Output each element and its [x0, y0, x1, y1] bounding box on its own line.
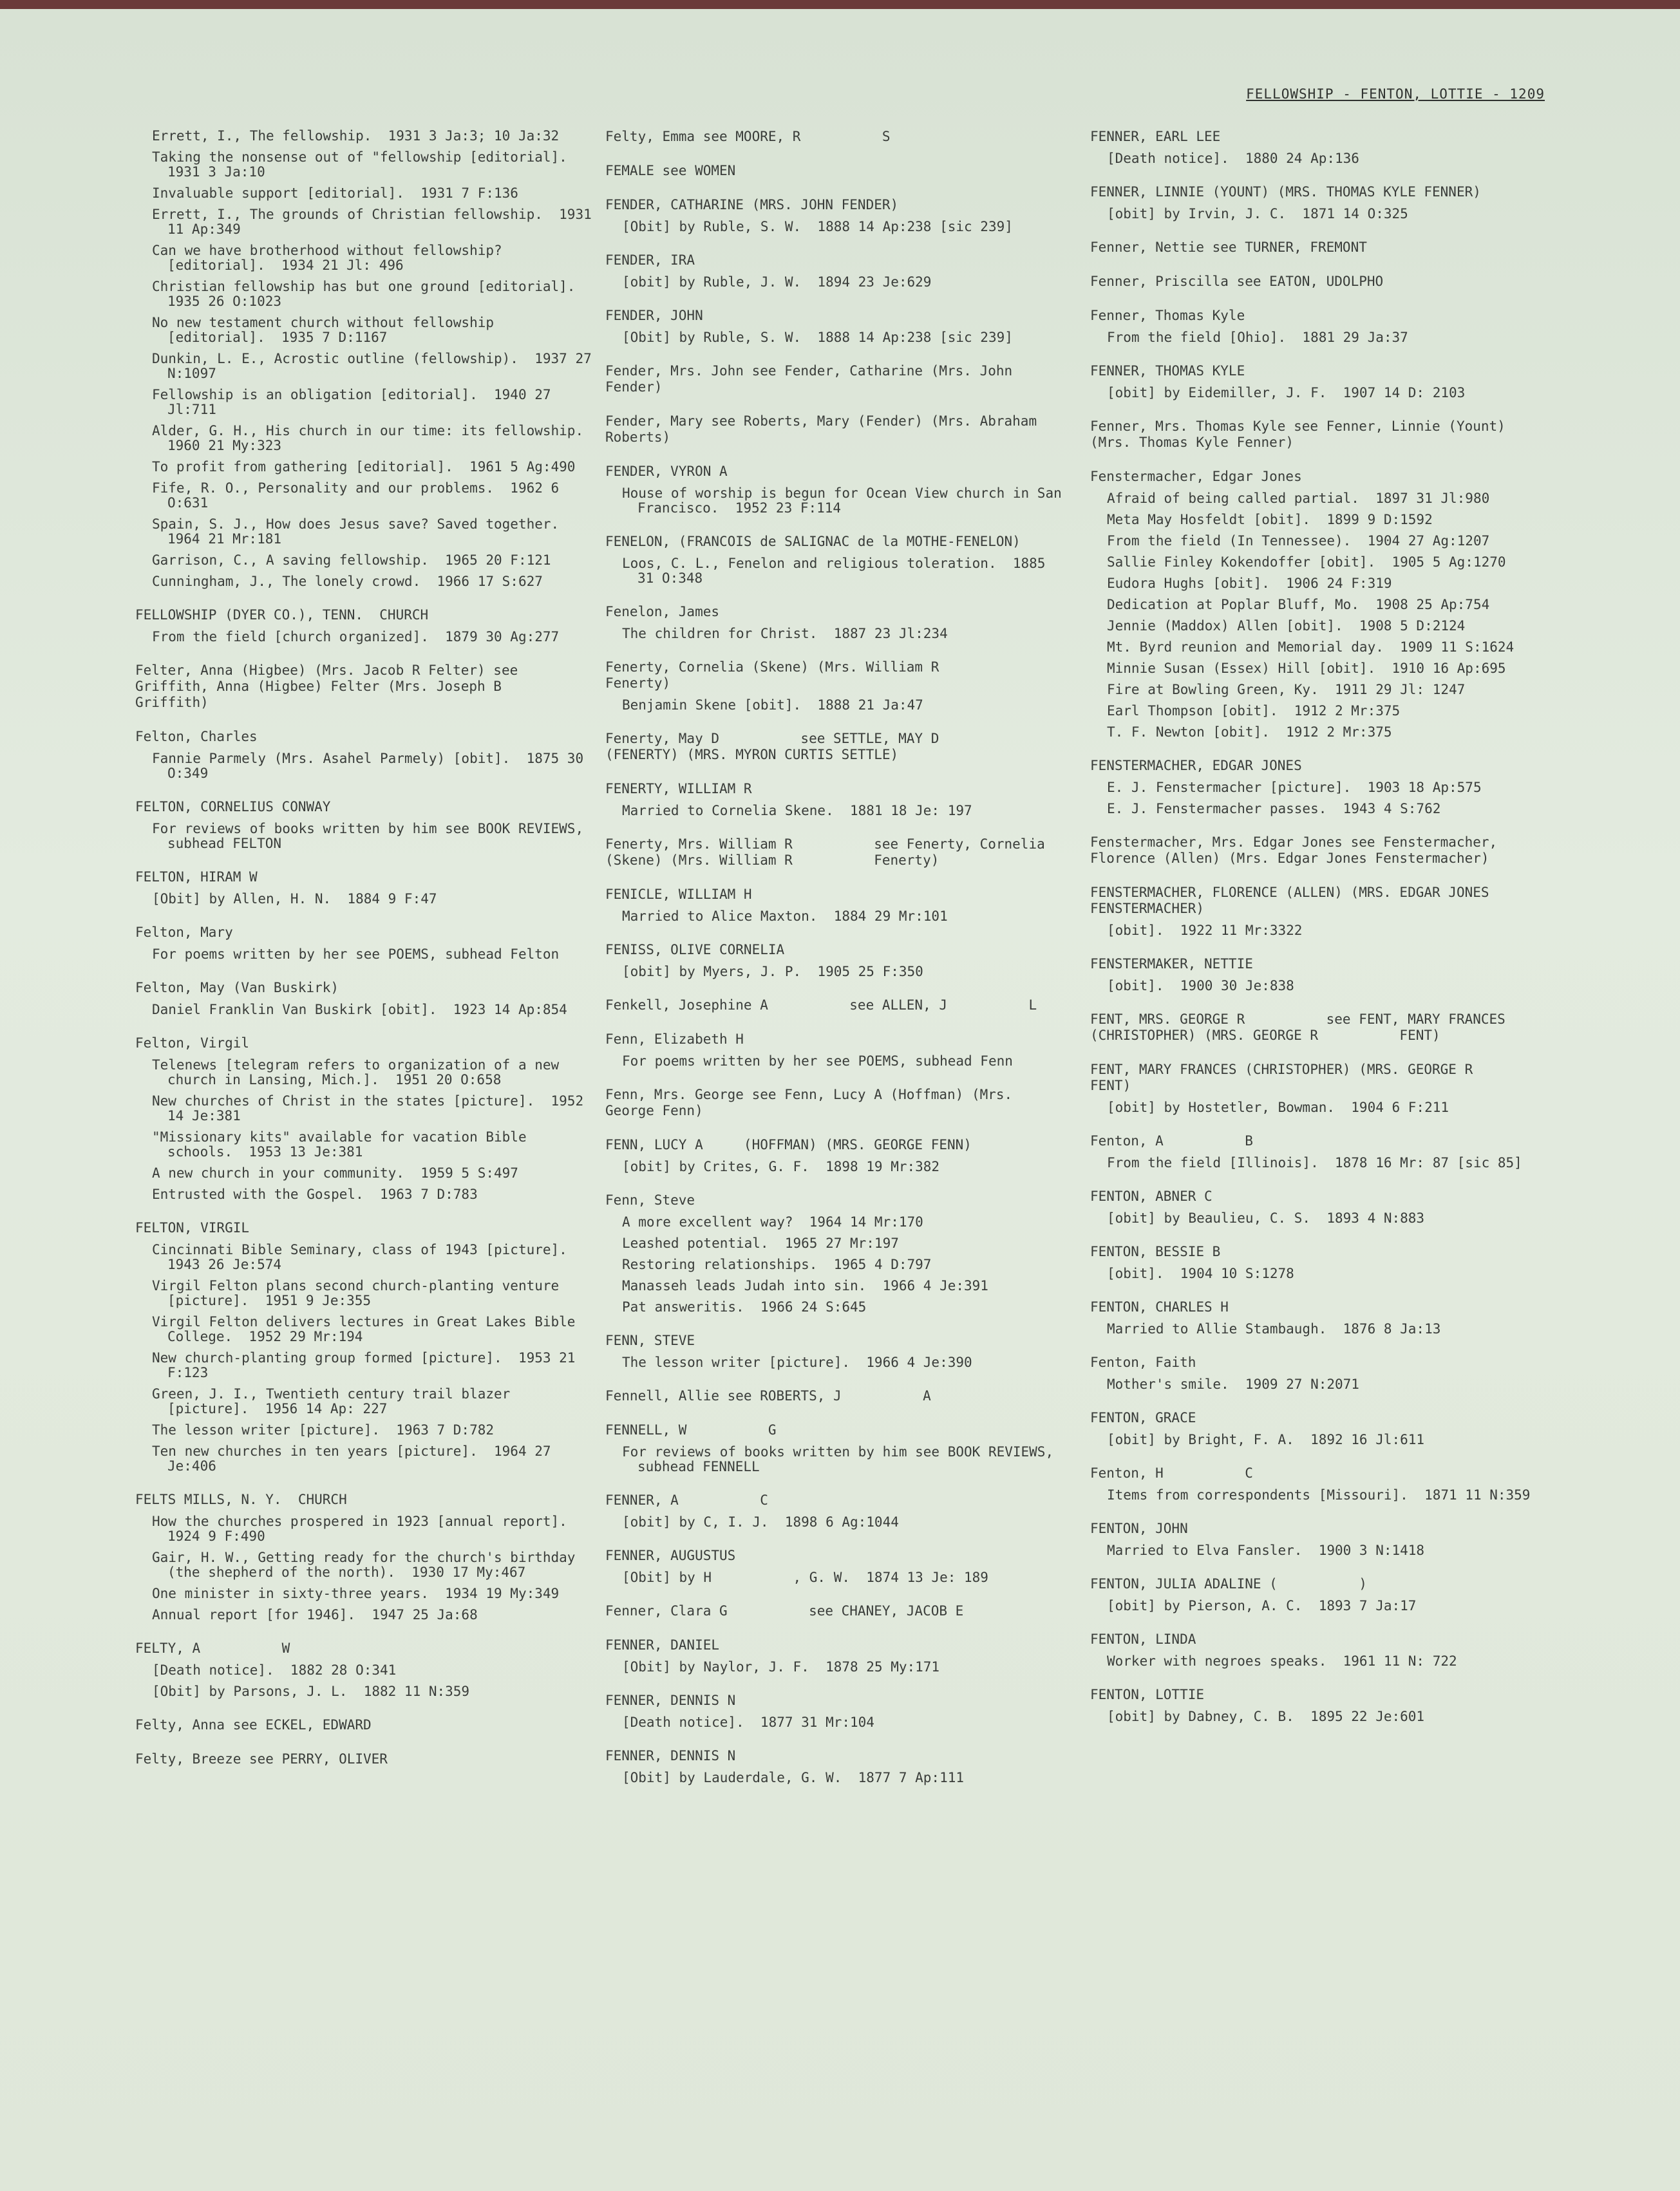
index-entry [1090, 1189, 1554, 1226]
entry-heading: Fenn, Steve [605, 1192, 695, 1208]
entry-heading: FENTON, JULIA ADALINE ( ) [1090, 1576, 1367, 1592]
entry-heading: FENDER, IRA [605, 252, 695, 268]
citation-line: Telenews [telegram refers to organization of a new church in Lansing, Mich.]. 1951 20 O:658 [152, 1057, 567, 1087]
index-entry [605, 163, 1069, 179]
citation-line: E. J. Fenstermacher passes. 1943 4 S:762 [1107, 801, 1441, 816]
entry-heading: Fennell, Allie see ROBERTS, J A [605, 1388, 931, 1404]
citation-line: Errett, I., The fellowship. 1931 3 Ja:3; 10 Ja:32 [152, 128, 560, 144]
index-entry [1090, 885, 1554, 938]
index-entry [1090, 274, 1554, 290]
index-entry [1090, 129, 1554, 166]
index-entry [605, 464, 1069, 516]
citation-line: [obit]. 1922 11 Mr:3322 [1107, 923, 1303, 938]
citation-line: The children for Christ. 1887 23 Jl:234 [622, 626, 948, 641]
citation-line: For reviews of books written by him see BOOK REVIEWS, subhead FELTON [152, 821, 592, 851]
entry-heading: Fenner, Thomas Kyle [1090, 308, 1245, 323]
citation-line: Loos, C. L., Fenelon and religious toleration. 1885 31 O:348 [622, 556, 1054, 586]
entry-heading: Felton, Virgil [135, 1035, 250, 1051]
citation-line: Minnie Susan (Essex) Hill [obit]. 1910 16 Ap:695 [1107, 661, 1506, 676]
citation-line: Leashed potential. 1965 27 Mr:197 [622, 1236, 899, 1251]
page-header: FELLOWSHIP - FENTON, LOTTIE - 1209 [1246, 86, 1545, 102]
page-top-edge [0, 0, 1680, 9]
citation-line: Entrusted with the Gospel. 1963 7 D:783 [152, 1187, 478, 1202]
index-entry [1090, 469, 1554, 740]
entry-heading: Felton, May (Van Buskirk) [135, 980, 339, 995]
index-column-3 [1090, 129, 1554, 1742]
citation-line: For reviews of books written by him see BOOK REVIEWS, subhead FENNELL [622, 1444, 1062, 1474]
index-entry [605, 1748, 1069, 1785]
citation-line: Virgil Felton plans second church-planting venture [picture]. 1951 9 Je:355 [152, 1278, 567, 1308]
index-entry [135, 925, 599, 962]
entry-heading: FENTON, LINDA [1090, 1631, 1196, 1647]
entry-heading: Fenner, Clara G see CHANEY, JACOB E [605, 1603, 964, 1619]
citation-line: Daniel Franklin Van Buskirk [obit]. 1923 14 Ap:854 [152, 1002, 567, 1017]
index-entry [1090, 418, 1554, 451]
citation-line: [obit] by Eidemiller, J. F. 1907 14 D: 2103 [1107, 385, 1466, 400]
citation-line: [obit]. 1900 30 Je:838 [1107, 978, 1294, 993]
index-entry [605, 1333, 1069, 1370]
entry-heading: FELTS MILLS, N. Y. CHURCH [135, 1492, 347, 1507]
citation-line: [obit] by Beaulieu, C. S. 1893 4 N:883 [1107, 1210, 1425, 1226]
citation-line: Married to Allie Stambaugh. 1876 8 Ja:13 [1107, 1321, 1441, 1337]
index-entry [605, 1637, 1069, 1675]
index-entry [605, 942, 1069, 979]
index-entry [605, 308, 1069, 345]
citation-line: New churches of Christ in the states [picture]. 1952 14 Je:381 [152, 1093, 592, 1124]
index-entry [1090, 1062, 1554, 1115]
citation-line: For poems written by her see POEMS, subhead Felton [152, 946, 560, 962]
citation-line: Manasseh leads Judah into sin. 1966 4 Je:391 [622, 1278, 988, 1293]
entry-heading: FENNER, AUGUSTUS [605, 1548, 736, 1563]
index-entry [605, 836, 1069, 869]
index-entry [605, 1388, 1069, 1404]
index-entry [1090, 1576, 1554, 1613]
index-entry [135, 799, 599, 851]
index-entry [1090, 758, 1554, 816]
index-entry [605, 534, 1069, 586]
entry-heading: FELTON, VIRGIL [135, 1220, 250, 1236]
index-entry [135, 129, 599, 589]
citation-line: How the churches prospered in 1923 [annual report]. 1924 9 F:490 [152, 1514, 584, 1544]
entry-heading: Felty, Breeze see PERRY, OLIVER [135, 1751, 388, 1767]
index-column-1 [135, 129, 599, 1785]
citation-line: Jennie (Maddox) Allen [obit]. 1908 5 D:2124 [1107, 618, 1466, 634]
citation-line: No new testament church without fellowship [editorial]. 1935 7 D:1167 [152, 315, 502, 345]
entry-heading: Fenton, Faith [1090, 1355, 1196, 1370]
index-entry [605, 604, 1069, 641]
citation-line: Fannie Parmely (Mrs. Asahel Parmely) [obit]. 1875 30 O:349 [152, 751, 592, 781]
citation-line: [obit] by Pierson, A. C. 1893 7 Ja:17 [1107, 1598, 1417, 1613]
entry-heading: Fenn, Mrs. George see Fenn, Lucy A (Hoffman) (Mrs. George Fenn) [605, 1087, 1021, 1118]
citation-line: [Obit] by Ruble, S. W. 1888 14 Ap:238 [sic 239] [622, 330, 1013, 345]
entry-heading: FENDER, VYRON A [605, 464, 728, 479]
entry-heading: Fenner, Priscilla see EATON, UDOLPHO [1090, 274, 1384, 289]
citation-line: The lesson writer [picture]. 1966 4 Je:390 [622, 1355, 972, 1370]
entry-heading: FENT, MRS. GEORGE R see FENT, MARY FRANCES (CHRISTOPHER) (MRS. GEORGE R FENT) [1090, 1011, 1514, 1043]
index-entry [1090, 1687, 1554, 1724]
index-entry [1090, 1299, 1554, 1337]
index-entry [605, 1693, 1069, 1730]
citation-line: [Obit] by Naylor, J. F. 1878 25 My:171 [622, 1659, 940, 1675]
citation-line: [Obit] by Lauderdale, G. W. 1877 7 Ap:111 [622, 1770, 965, 1785]
citation-line: A more excellent way? 1964 14 Mr:170 [622, 1214, 923, 1230]
citation-line: The lesson writer [picture]. 1963 7 D:782 [152, 1422, 495, 1438]
citation-line: [Obit] by Allen, H. N. 1884 9 F:47 [152, 891, 437, 907]
citation-line: Virgil Felton delivers lectures in Great Lakes Bible College. 1952 29 Mr:194 [152, 1314, 584, 1344]
citation-line: A new church in your community. 1959 5 S:497 [152, 1165, 518, 1181]
index-entry [1090, 184, 1554, 221]
index-entry [605, 413, 1069, 446]
entry-heading: FEMALE see WOMEN [605, 163, 736, 178]
citation-line: Green, J. I., Twentieth century trail blazer [picture]. 1956 14 Ap: 227 [152, 1386, 518, 1416]
citation-line: Cincinnati Bible Seminary, class of 1943 [picture]. 1943 26 Je:574 [152, 1242, 584, 1272]
entry-heading: FENTON, LOTTIE [1090, 1687, 1205, 1702]
entry-heading: Fender, Mrs. John see Fender, Catharine (Mrs. John Fender) [605, 363, 1021, 395]
index-entry [135, 1717, 599, 1733]
entry-heading: Fenn, Elizabeth H [605, 1031, 744, 1047]
index-entry [135, 663, 599, 711]
entry-heading: Fender, Mary see Roberts, Mary (Fender) (Mrs. Abraham Roberts) [605, 413, 1045, 445]
index-entry [135, 1220, 599, 1474]
citation-line: Gair, H. W., Getting ready for the church's birthday (the shepherd of the north). 1930 17 My:467 [152, 1550, 584, 1580]
index-column-2 [605, 129, 1069, 1803]
citation-line: Can we have brotherhood without fellowship? [editorial]. 1934 21 Jl: 496 [152, 243, 511, 273]
index-entry [135, 607, 599, 644]
entry-heading: FENNER, THOMAS KYLE [1090, 363, 1245, 379]
index-entry [1090, 1244, 1554, 1281]
citation-line: [obit] by Crites, G. F. 1898 19 Mr:382 [622, 1159, 940, 1174]
citation-line: [Death notice]. 1877 31 Mr:104 [622, 1715, 874, 1730]
index-entry [1090, 1631, 1554, 1669]
entry-heading: FELTON, CORNELIUS CONWAY [135, 799, 331, 814]
entry-heading: Fenelon, James [605, 604, 720, 619]
entry-heading: FENISS, OLIVE CORNELIA [605, 942, 785, 957]
citation-line: Married to Elva Fansler. 1900 3 N:1418 [1107, 1543, 1425, 1558]
entry-heading: Fenner, Mrs. Thomas Kyle see Fenner, Linnie (Yount) (Mrs. Thomas Kyle Fenner) [1090, 418, 1514, 450]
entry-heading: FENNER, A C [605, 1492, 768, 1508]
citation-line: Afraid of being called partial. 1897 31 Jl:980 [1107, 491, 1490, 506]
entry-heading: FENN, STEVE [605, 1333, 695, 1348]
index-entry [135, 1751, 599, 1767]
citation-line: From the field [Illinois]. 1878 16 Mr: 87 [sic 85] [1107, 1155, 1522, 1171]
index-entry [605, 1548, 1069, 1585]
citation-line: Married to Alice Maxton. 1884 29 Mr:101 [622, 908, 948, 924]
entry-heading: Fenstermacher, Edgar Jones [1090, 469, 1302, 484]
entry-heading: FENNER, DANIEL [605, 1637, 720, 1653]
citation-line: Errett, I., The grounds of Christian fellowship. 1931 11 Ap:349 [152, 207, 600, 237]
citation-line: [obit] by Hostetler, Bowman. 1904 6 F:211 [1107, 1100, 1449, 1115]
citation-line: Fire at Bowling Green, Ky. 1911 29 Jl: 1247 [1107, 682, 1466, 697]
citation-line: [obit] by Dabney, C. B. 1895 22 Je:601 [1107, 1709, 1425, 1724]
citation-line: For poems written by her see POEMS, subhead Fenn [622, 1053, 1013, 1069]
index-entry [1090, 1465, 1554, 1503]
index-entry [1090, 1133, 1554, 1171]
citation-line: Meta May Hosfeldt [obit]. 1899 9 D:1592 [1107, 512, 1433, 527]
entry-heading: FENDER, CATHARINE (MRS. JOHN FENDER) [605, 197, 899, 212]
entry-heading: FENN, LUCY A (HOFFMAN) (MRS. GEORGE FENN) [605, 1137, 972, 1152]
index-entry [605, 252, 1069, 290]
citation-line: Dedication at Poplar Bluff, Mo. 1908 25 Ap:754 [1107, 597, 1490, 612]
entry-heading: Felter, Anna (Higbee) (Mrs. Jacob R Felter) see Griffith, Anna (Higbee) Felter (Mrs. Joseph B Griffith) [135, 663, 583, 710]
index-entry [135, 1641, 599, 1699]
citation-line: Worker with negroes speaks. 1961 11 N: 722 [1107, 1653, 1457, 1669]
citation-line: Eudora Hughs [obit]. 1906 24 F:319 [1107, 576, 1392, 591]
index-entry [605, 887, 1069, 924]
citation-line: Mt. Byrd reunion and Memorial day. 1909 11 S:1624 [1107, 639, 1515, 655]
entry-heading: FELLOWSHIP (DYER CO.), TENN. CHURCH [135, 607, 429, 623]
citation-line: Restoring relationships. 1965 4 D:797 [622, 1257, 932, 1272]
entry-heading: FENICLE, WILLIAM H [605, 887, 752, 902]
citation-line: Annual report [for 1946]. 1947 25 Ja:68 [152, 1607, 478, 1622]
citation-line: [Obit] by Parsons, J. L. 1882 11 N:359 [152, 1684, 470, 1699]
entry-heading: FENERTY, WILLIAM R [605, 781, 752, 796]
index-entry [135, 1035, 599, 1202]
index-entry [135, 980, 599, 1017]
citation-line: Dunkin, L. E., Acrostic outline (fellowship). 1937 27 N:1097 [152, 351, 600, 381]
citation-line: Cunningham, J., The lonely crowd. 1966 17 S:627 [152, 574, 543, 589]
entry-heading: Fenerty, Mrs. William R see Fenerty, Cornelia (Skene) (Mrs. William R Fenerty) [605, 836, 1053, 868]
entry-heading: Felty, Anna see ECKEL, EDWARD [135, 1717, 372, 1733]
citation-line: Garrison, C., A saving fellowship. 1965 20 F:121 [152, 552, 551, 568]
entry-heading: FENSTERMAKER, NETTIE [1090, 956, 1253, 972]
entry-heading: Fenerty, May D see SETTLE, MAY D (FENERTY) (MRS. MYRON CURTIS SETTLE) [605, 731, 1021, 762]
citation-line: Fife, R. O., Personality and our problems. 1962 6 O:631 [152, 480, 567, 511]
index-entry [1090, 1355, 1554, 1392]
entry-heading: FENNER, DENNIS N [605, 1748, 736, 1763]
citation-line: E. J. Fenstermacher [picture]. 1903 18 Ap:575 [1107, 780, 1482, 795]
citation-line: T. F. Newton [obit]. 1912 2 Mr:375 [1107, 724, 1392, 740]
citation-line: Items from correspondents [Missouri]. 1871 11 N:359 [1107, 1487, 1531, 1503]
entry-heading: Fenton, H C [1090, 1465, 1253, 1481]
entry-heading: FENTON, BESSIE B [1090, 1244, 1221, 1259]
entry-heading: FENNELL, W G [605, 1422, 777, 1438]
citation-line: [Death notice]. 1882 28 O:341 [152, 1662, 397, 1678]
entry-heading: FENELON, (FRANCOIS de SALIGNAC de la MOTHE-FENELON) [605, 534, 1021, 549]
entry-heading: FENTON, ABNER C [1090, 1189, 1213, 1204]
entry-heading: FENTON, CHARLES H [1090, 1299, 1229, 1315]
index-entry [605, 731, 1069, 763]
entry-heading: FENNER, LINNIE (YOUNT) (MRS. THOMAS KYLE FENNER) [1090, 184, 1481, 200]
citation-line: [Death notice]. 1880 24 Ap:136 [1107, 151, 1359, 166]
index-entry [1090, 956, 1554, 993]
citation-line: [Obit] by H , G. W. 1874 13 Je: 189 [622, 1570, 988, 1585]
entry-heading: FENNER, EARL LEE [1090, 129, 1221, 144]
index-entry [605, 1603, 1069, 1619]
index-entry [605, 363, 1069, 395]
citation-line: To profit from gathering [editorial]. 1961 5 Ag:490 [152, 459, 576, 475]
entry-heading: FELTY, A W [135, 1641, 290, 1656]
index-entry [1090, 240, 1554, 256]
index-entry [135, 1492, 599, 1622]
entry-heading: Felty, Emma see MOORE, R S [605, 129, 891, 144]
index-entry [135, 869, 599, 907]
index-entry [1090, 1410, 1554, 1447]
citation-line: [obit] by C, I. J. 1898 6 Ag:1044 [622, 1514, 899, 1530]
entry-heading: FENDER, JOHN [605, 308, 703, 323]
index-entry [605, 1192, 1069, 1315]
index-entry [605, 997, 1069, 1013]
citation-line: From the field [church organized]. 1879 30 Ag:277 [152, 629, 560, 644]
entry-heading: Fenner, Nettie see TURNER, FREMONT [1090, 240, 1367, 255]
citation-line: "Missionary kits" available for vacation Bible schools. 1953 13 Je:381 [152, 1129, 535, 1160]
entry-heading: Fenton, A B [1090, 1133, 1253, 1149]
index-entry [605, 659, 1069, 713]
citation-line: From the field (In Tennessee). 1904 27 Ag:1207 [1107, 533, 1490, 549]
index-entry [605, 1422, 1069, 1474]
entry-heading: FENNER, DENNIS N [605, 1693, 736, 1708]
index-entry [605, 1031, 1069, 1069]
citation-line: [obit] by Bright, F. A. 1892 16 Jl:611 [1107, 1432, 1425, 1447]
citation-line: [obit] by Ruble, J. W. 1894 23 Je:629 [622, 274, 932, 290]
index-entry [605, 129, 1069, 145]
entry-heading: Felton, Mary [135, 925, 233, 940]
citation-line: Invaluable support [editorial]. 1931 7 F:136 [152, 185, 518, 201]
entry-heading: FENTON, GRACE [1090, 1410, 1196, 1425]
citation-line: Pat answeritis. 1966 24 S:645 [622, 1299, 867, 1315]
entry-heading: Felton, Charles [135, 729, 258, 744]
citation-line: Sallie Finley Kokendoffer [obit]. 1905 5 Ag:1270 [1107, 554, 1506, 570]
index-entry [605, 1492, 1069, 1530]
entry-heading: Fenkell, Josephine A see ALLEN, J L [605, 997, 1037, 1013]
index-entry [1090, 834, 1554, 867]
index-entry [605, 1087, 1069, 1119]
index-entry [1090, 308, 1554, 345]
citation-line: [obit]. 1904 10 S:1278 [1107, 1266, 1294, 1281]
citation-line: Alder, G. H., His church in our time: its fellowship. 1960 21 My:323 [152, 423, 600, 453]
index-entry [1090, 1521, 1554, 1558]
index-entry [605, 197, 1069, 234]
index-entry [1090, 363, 1554, 400]
entry-heading: FENTON, JOHN [1090, 1521, 1188, 1536]
citation-line: Mother's smile. 1909 27 N:2071 [1107, 1377, 1359, 1392]
entry-heading: Fenerty, Cornelia (Skene) (Mrs. William R Fenerty) [605, 659, 1021, 691]
citation-line: House of worship is begun for Ocean View church in San Francisco. 1952 23 F:114 [622, 485, 1070, 516]
citation-line: Taking the nonsense out of "fellowship [editorial]. 1931 3 Ja:10 [152, 149, 584, 180]
citation-line: Benjamin Skene [obit]. 1888 21 Ja:47 [622, 697, 923, 713]
citation-line: One minister in sixty-three years. 1934 19 My:349 [152, 1586, 560, 1601]
citation-line: [obit] by Irvin, J. C. 1871 14 O:325 [1107, 206, 1408, 221]
citation-line: Spain, S. J., How does Jesus save? Saved together. 1964 21 Mr:181 [152, 516, 576, 547]
index-entry [135, 729, 599, 781]
index-entry [1090, 1011, 1554, 1044]
index-entry [605, 781, 1069, 818]
entry-heading: FENSTERMACHER, EDGAR JONES [1090, 758, 1302, 773]
entry-heading: FENT, MARY FRANCES (CHRISTOPHER) (MRS. GEORGE R FENT) [1090, 1062, 1554, 1093]
citation-line: Earl Thompson [obit]. 1912 2 Mr:375 [1107, 703, 1401, 719]
entry-heading: FENSTERMACHER, FLORENCE (ALLEN) (MRS. EDGAR JONES FENSTERMACHER) [1090, 885, 1498, 916]
citation-line: From the field [Ohio]. 1881 29 Ja:37 [1107, 330, 1408, 345]
citation-line: New church-planting group formed [picture]. 1953 21 F:123 [152, 1350, 584, 1380]
index-entry [605, 1137, 1069, 1174]
citation-line: Christian fellowship has but one ground [editorial]. 1935 26 O:1023 [152, 279, 592, 309]
citation-line: Fellowship is an obligation [editorial]. 1940 27 Jl:711 [152, 387, 560, 417]
entry-heading: FELTON, HIRAM W [135, 869, 258, 885]
citation-line: Married to Cornelia Skene. 1881 18 Je: 197 [622, 803, 972, 818]
entry-heading: Fenstermacher, Mrs. Edgar Jones see Fenstermacher, Florence (Allen) (Mrs. Edgar Jones Fenstermacher) [1090, 834, 1505, 866]
citation-line: [Obit] by Ruble, S. W. 1888 14 Ap:238 [sic 239] [622, 219, 1013, 234]
citation-line: [obit] by Myers, J. P. 1905 25 F:350 [622, 964, 923, 979]
citation-line: Ten new churches in ten years [picture]. 1964 27 Je:406 [152, 1443, 560, 1474]
